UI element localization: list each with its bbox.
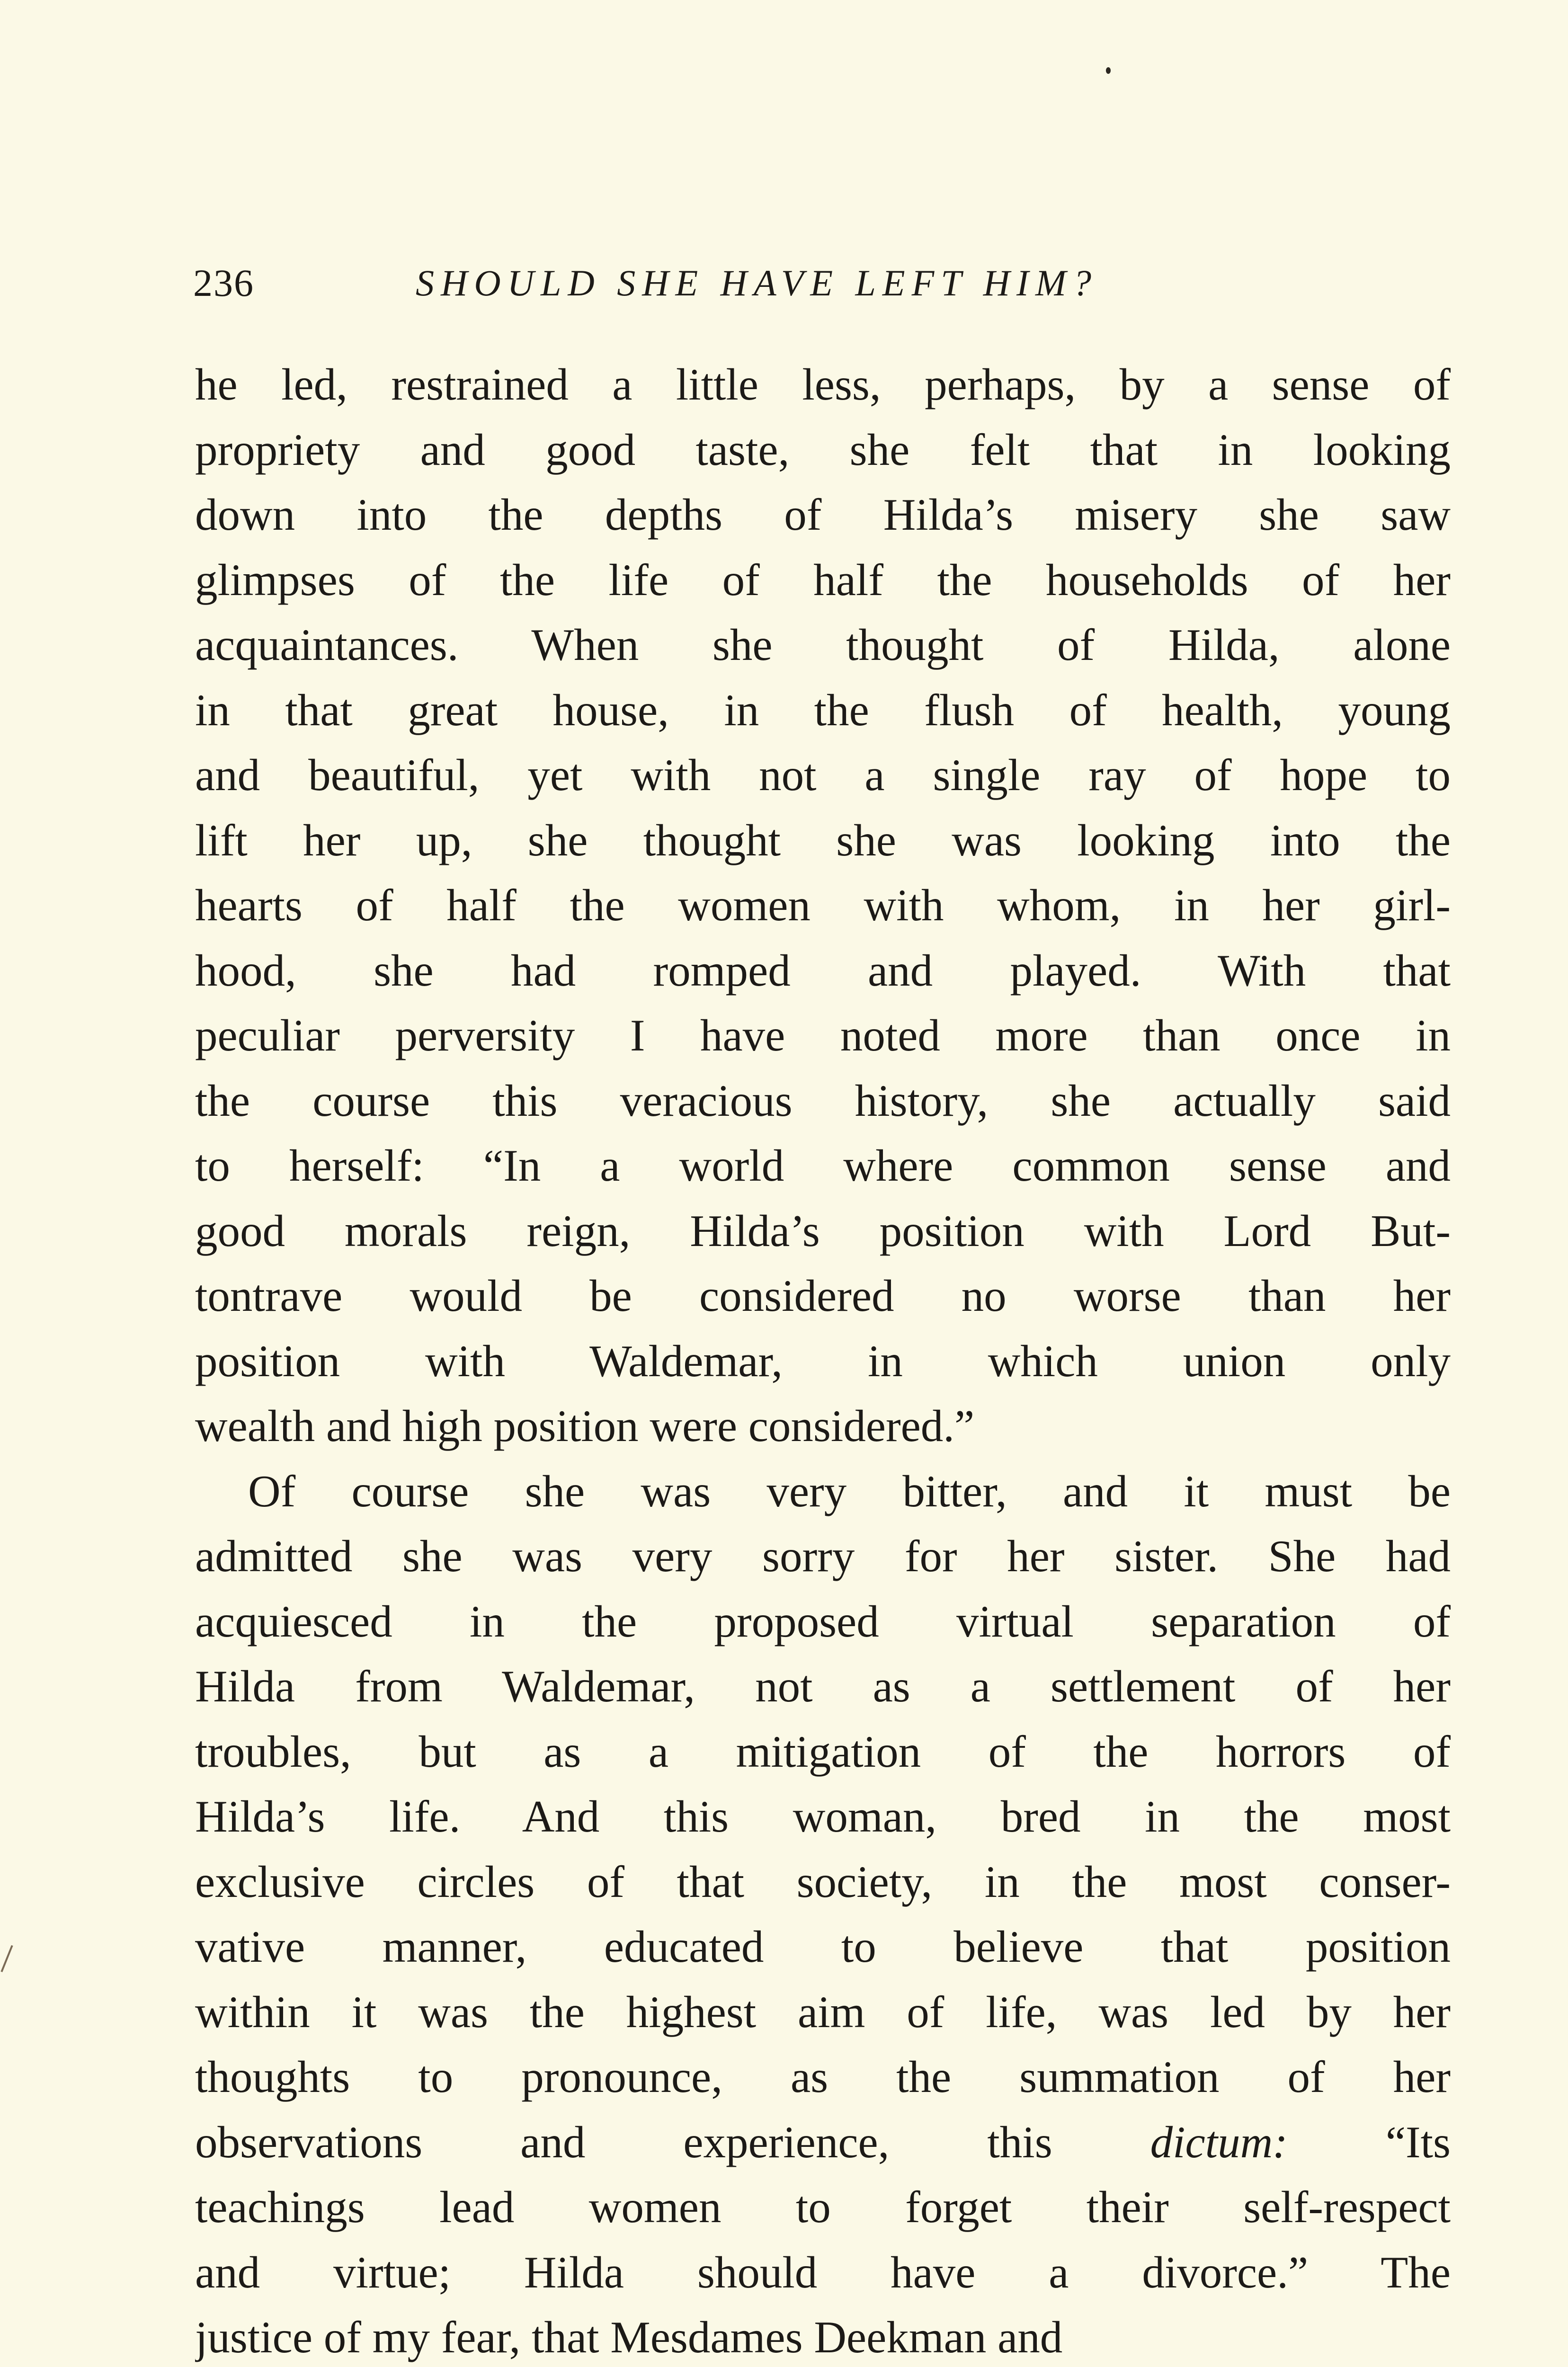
text-line: tontrave would be considered no worse than her (195, 1271, 1451, 1321)
text-line: troubles, but as a mitigation of the horrors of (195, 1726, 1451, 1777)
text-line: down into the depths of Hilda’s misery she saw (195, 489, 1451, 540)
text-line: wealth and high position were considered.” (195, 1401, 975, 1451)
text-line: in that great house, in the flush of health, young (195, 685, 1451, 735)
text-line: hearts of half the women with whom, in her girl- (195, 880, 1451, 930)
text-line: vative manner, educated to believe that position (195, 1922, 1451, 1972)
text-line: justice of my fear, that Mesdames Deekman and (195, 2312, 1063, 2362)
text-line: hood, she had romped and played. With that (195, 945, 1451, 996)
ink-speck (1106, 67, 1111, 74)
text-line: teachings lead women to forget their self-respect (195, 2182, 1451, 2232)
text-line: good morals reign, Hilda’s position with Lord But- (195, 1205, 1451, 1256)
text-line: Hilda from Waldemar, not as a settlement of her (195, 1661, 1451, 1711)
body-text (195, 352, 1451, 2367)
text-line: acquaintances. When she thought of Hilda, alone (195, 620, 1451, 670)
text-line: peculiar perversity I have noted more than once in (195, 1010, 1451, 1060)
text-line: position with Waldemar, in which union only (195, 1335, 1451, 1386)
text-line: exclusive circles of that society, in the most conser- (195, 1856, 1451, 1907)
page-number: 236 (193, 261, 254, 304)
running-header (193, 255, 1452, 311)
text-line: lift her up, she thought she was looking into the (195, 815, 1451, 865)
text-line: to herself: “In a world where common sense and (195, 1140, 1451, 1191)
text-line: within it was the highest aim of life, was led by her (195, 1986, 1451, 2037)
running-title: SHOULD SHE HAVE LEFT HIM? (416, 262, 1098, 303)
text-line: propriety and good taste, she felt that in looking (195, 424, 1451, 475)
text-line: he led, restrained a little less, perhaps, by a sense of (195, 359, 1451, 409)
text-line: acquiesced in the proposed virtual separation of (195, 1596, 1451, 1646)
text-line: glimpses of the life of half the households of her (195, 554, 1451, 605)
text-line: Of course she was very bitter, and it must be (248, 1466, 1451, 1516)
text-line: Hilda’s life. And this woman, bred in the most (195, 1791, 1451, 1842)
margin-mark (0, 1945, 19, 1975)
text-line: admitted she was very sorry for her sister. She had (195, 1531, 1451, 1581)
text-line: thoughts to pronounce, as the summation of her (195, 2052, 1451, 2102)
italic-term: dictum: (1150, 2117, 1288, 2167)
text-line: the course this veracious history, she actually said (195, 1075, 1451, 1126)
text-line: and virtue; Hilda should have a divorce.” The (195, 2247, 1451, 2297)
text-line: observations and experience, this dictum: “Its (195, 2117, 1451, 2167)
text-line: and beautiful, yet with not a single ray of hope to (195, 750, 1451, 800)
